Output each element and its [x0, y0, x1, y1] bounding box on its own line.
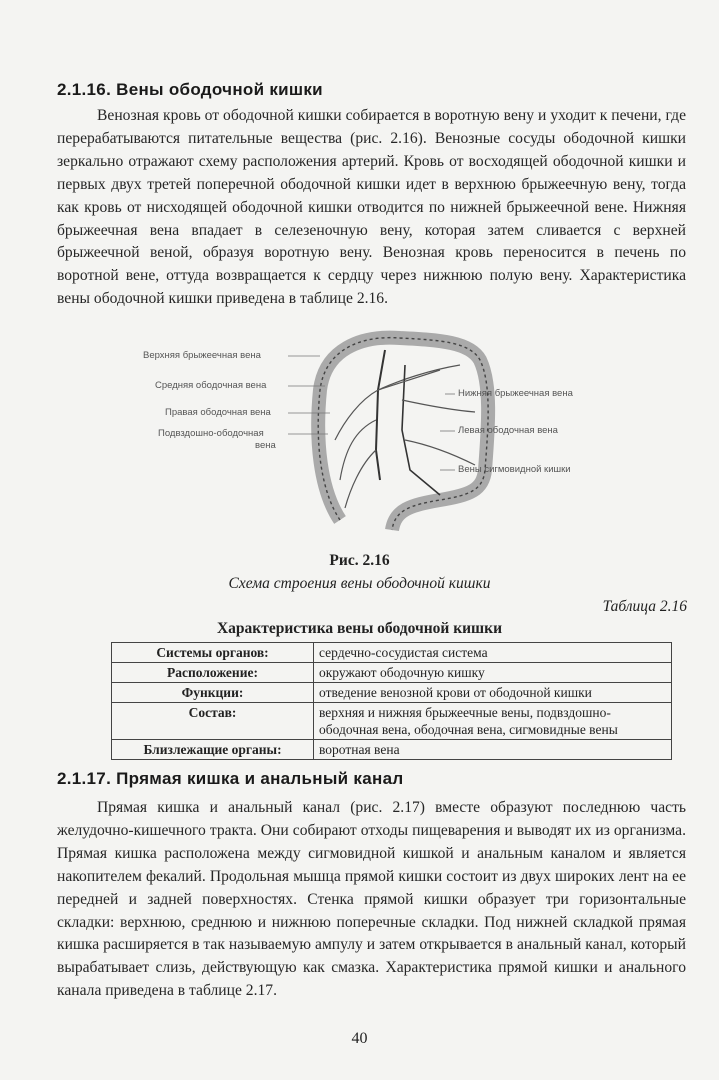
table-number: Таблица 2.16 [602, 598, 687, 615]
table-value: верхняя и нижняя брыжеечные вены, подвздошно-ободочная вена, ободочная вена, сигмовидные вены [314, 703, 672, 740]
figure-caption-number: Рис. 2.16 [329, 552, 390, 569]
table-key: Состав: [112, 703, 314, 740]
figure-label-middle-colic: Средняя ободочная вена [155, 380, 267, 391]
table-value: отведение венозной крови от ободочной кишки [314, 683, 672, 703]
figure-label-ileocolic: Подвздошно-ободочная [158, 428, 264, 439]
body-paragraph: Прямая кишка и анальный канал (рис. 2.17) вместе образуют последнюю часть желудочно-кишечного тракта. Они собирают отходы пищеварения и выводят их из организма. Прямая кишка расположена между сигмовидной кишкой и анальным каналом и является накопителем фекалий. Продольная мышца прямой кишки состоит из двух широких лент на ее передней и задней поверхностях. Стенка прямой кишки образует три горизонтальные складки: верхнюю, среднюю и нижнюю поперечные складки. Под нижней складкой прямая кишка расширяется в так называемую ампулу и затем открывается в анальный канал, который вырабатывает слизь, действующую как смазка. Характеристика прямой кишки и анального канала приведена в таблице 2.17. [57, 799, 686, 1000]
colon-veins-figure [140, 330, 610, 545]
figure-label-sigmoid-veins: Вены сигмовидной кишки [458, 464, 571, 475]
characteristics-table [111, 642, 672, 760]
body-paragraph: Венозная кровь от ободочной кишки собирается в воротную вену и уходит к печени, где перерабатываются питательные вещества (рис. 2.16). Венозные сосуды ободочной кишки зеркально отражают схему расположения артерий. Кровь от восходящей ободочной кишки и первых двух третей поперечной ободочной кишки идет в верхнюю брыжеечную вену, тогда как кровь от нисходящей ободочной кишки отводится по нижней брыжеечной вене. Нижняя брыжеечная вена впадает в селезеночную вену, которая затем сливается с верхней брыжеечной веной, образуя воротную вену. Венозная кровь переносится в печень по воротной вене, оттуда возвращается к сердцу через нижнюю полую вену. Характеристика вены ободочной кишки приведена в таблице 2.16. [57, 107, 686, 308]
table-key: Расположение: [112, 663, 314, 683]
table-row [112, 683, 672, 703]
figure-label-inferior-mesenteric: Нижняя брыжеечная вена [458, 388, 573, 399]
table-value: воротная вена [314, 740, 672, 760]
figure-caption-text: Схема строения вены ободочной кишки [228, 575, 491, 592]
table-value: окружают ободочную кишку [314, 663, 672, 683]
table-row [112, 643, 672, 663]
table-row [112, 740, 672, 760]
table-row [112, 703, 672, 740]
figure-label-left-colic: Левая ободочная вена [458, 425, 558, 436]
table-key: Близлежащие органы: [112, 740, 314, 760]
table-title: Характеристика вены ободочной кишки [216, 620, 503, 637]
figure-label-right-colic: Правая ободочная вена [165, 407, 271, 418]
table-row [112, 663, 672, 683]
section-heading: 2.1.17. Прямая кишка и анальный канал [57, 769, 404, 788]
table-key: Системы органов: [112, 643, 314, 663]
figure-label-superior-mesenteric: Верхняя брыжеечная вена [143, 350, 261, 361]
table-value: сердечно-сосудистая система [314, 643, 672, 663]
section-heading: 2.1.16. Вены ободочной кишки [57, 80, 323, 99]
figure-label-ileocolic-2: вена [255, 440, 276, 451]
page-number: 40 [351, 1030, 368, 1047]
table-key: Функции: [112, 683, 314, 703]
